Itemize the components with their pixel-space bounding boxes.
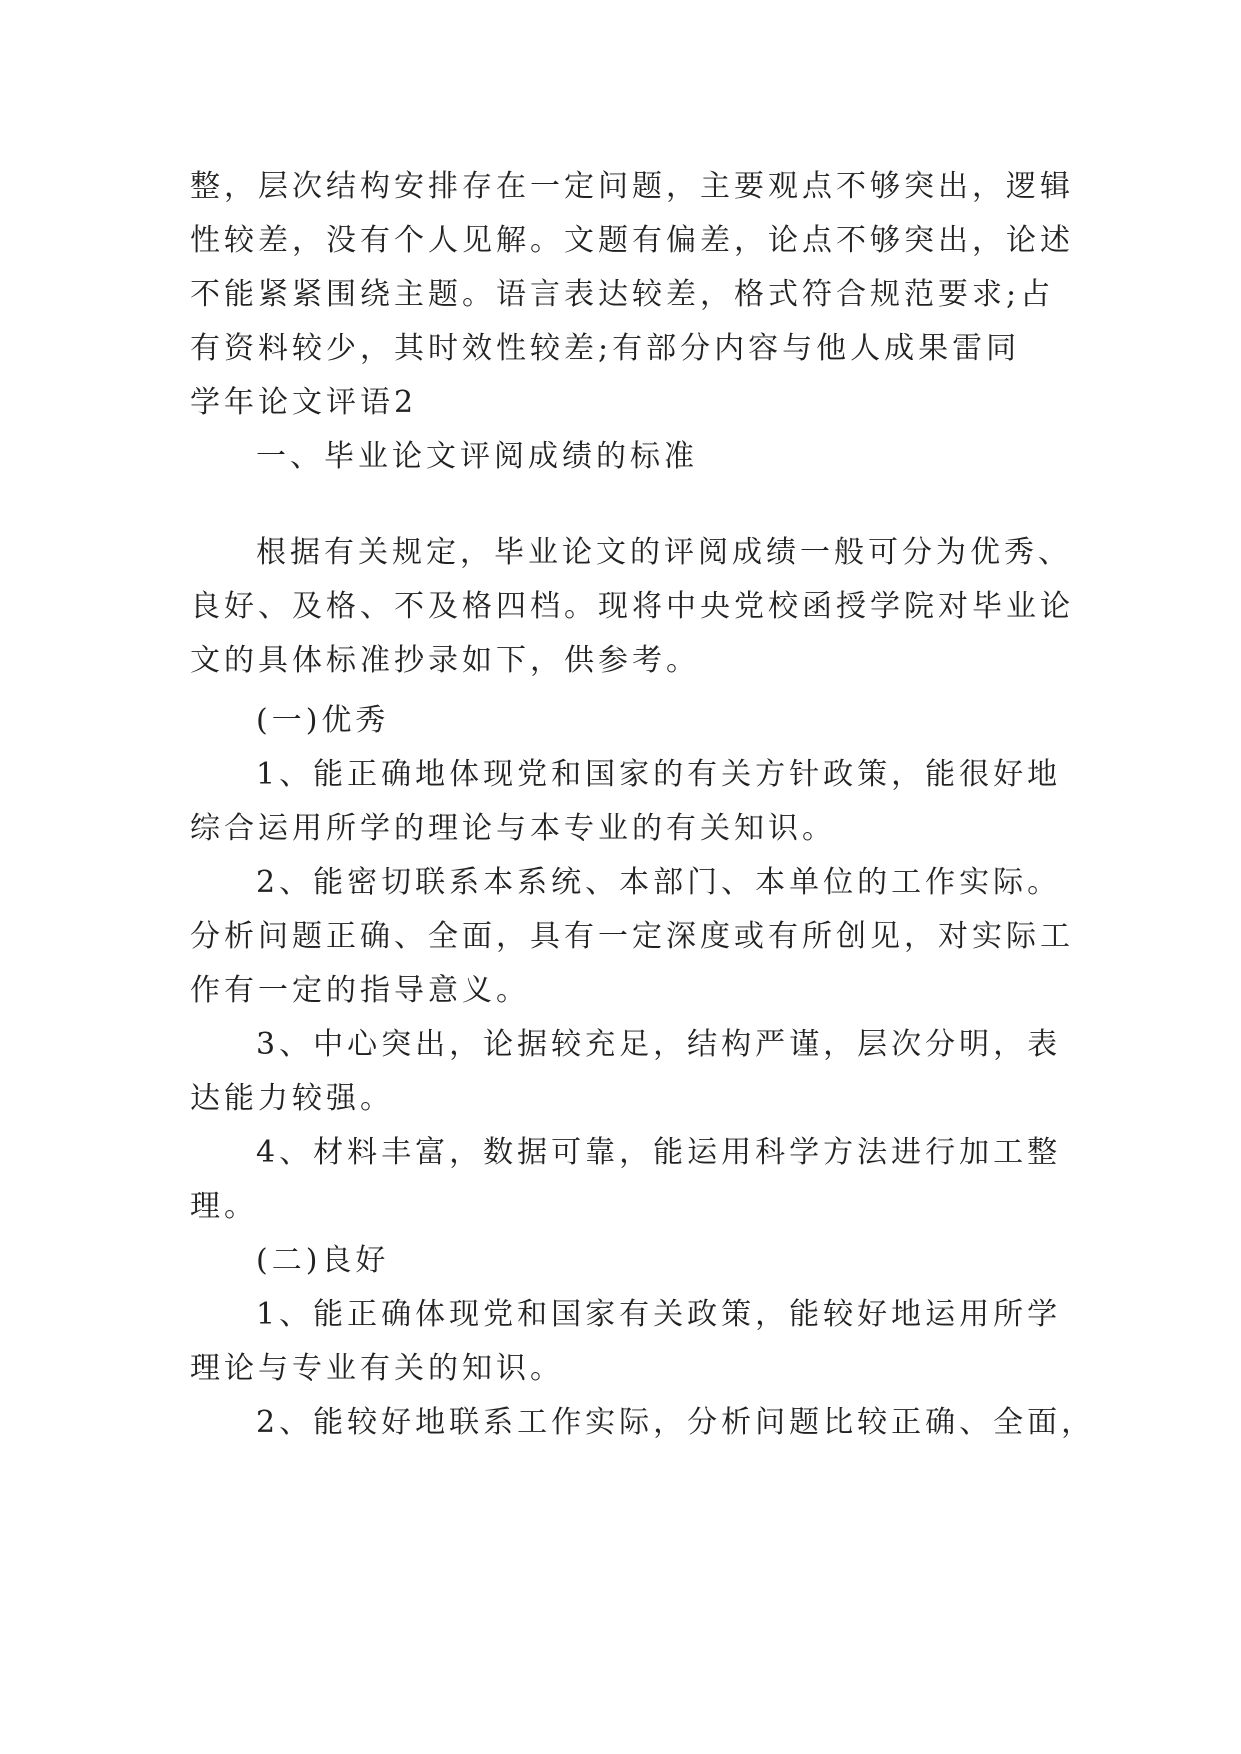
document-body [190, 160, 1096, 1450]
text-line: 有资料较少，其时效性较差;有部分内容与他人成果雷同 [190, 331, 1021, 366]
heading-text: 一、毕业论文评阅成绩的标准 [256, 439, 698, 474]
text-line: 良好、及格、不及格四档。现将中央党校函授学院对毕业论 [190, 589, 1074, 624]
text-line: 性较差，没有个人见解。文题有偏差，论点不够突出，论述 [190, 223, 1074, 258]
grade-heading-excellent [190, 694, 1050, 748]
text-line: 1、能正确体现党和国家有关政策，能较好地运用所学 [256, 1297, 1062, 1332]
section-title-text: 学年论文评语2 [190, 385, 418, 420]
text-line: 整，层次结构安排存在一定问题，主要观点不够突出，逻辑 [190, 169, 1074, 204]
list-item-good-2 [190, 1396, 1096, 1450]
list-item-excellent-4 [190, 1126, 1062, 1234]
grade-heading-good [190, 1234, 1050, 1288]
list-item-good-1 [190, 1288, 1062, 1396]
text-line: 理论与专业有关的知识。 [190, 1351, 564, 1386]
text-line: 达能力较强。 [190, 1081, 394, 1116]
list-item-excellent-1 [190, 748, 1062, 856]
text-line: 1、能正确地体现党和国家的有关方针政策，能很好地 [256, 757, 1062, 792]
text-line: 综合运用所学的理论与本专业的有关知识。 [190, 811, 836, 846]
heading-standards [190, 430, 1050, 484]
text-line: 4、材料丰富，数据可靠，能运用科学方法进行加工整 [256, 1135, 1062, 1170]
text-line: 2、能密切联系本系统、本部门、本单位的工作实际。 [256, 865, 1062, 900]
text-line: 文的具体标准抄录如下，供参考。 [190, 643, 700, 678]
blank-spacer [190, 484, 1050, 526]
text-line: 2、能较好地联系工作实际，分析问题比较正确、全面， [256, 1405, 1096, 1440]
text-line: 作有一定的指导意义。 [190, 973, 530, 1008]
paragraph-previous-end [190, 160, 1074, 376]
grade-heading-text: (一)优秀 [256, 703, 390, 738]
text-line: 分析问题正确、全面，具有一定深度或有所创见，对实际工 [190, 919, 1074, 954]
text-line: 理。 [190, 1189, 258, 1224]
section-title [190, 376, 1050, 430]
list-item-excellent-2 [190, 856, 1074, 1018]
grade-heading-text: (二)良好 [256, 1243, 390, 1278]
list-item-excellent-3 [190, 1018, 1062, 1126]
text-line: 不能紧紧围绕主题。语言表达较差，格式符合规范要求;占 [190, 277, 1055, 312]
paragraph-intro [190, 526, 1074, 688]
text-line: 3、中心突出，论据较充足，结构严谨，层次分明，表 [256, 1027, 1062, 1062]
text-line: 根据有关规定，毕业论文的评阅成绩一般可分为优秀、 [256, 535, 1072, 570]
